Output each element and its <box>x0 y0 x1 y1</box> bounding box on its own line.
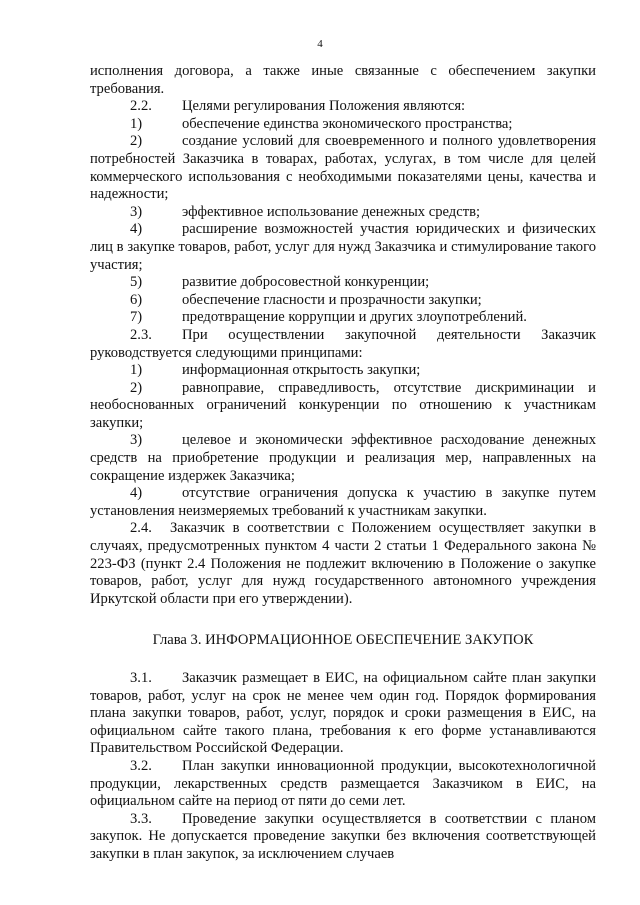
section-2-paragraphs <box>90 63 596 608</box>
paragraph-text: предотвращение коррупции и других злоупотреблений. <box>182 309 527 326</box>
paragraph-number: 1) <box>130 115 143 132</box>
numbered-paragraph <box>90 309 596 327</box>
paragraph-number: 4) <box>130 221 143 238</box>
paragraph-number: 3) <box>130 203 143 220</box>
numbered-paragraph <box>90 98 596 116</box>
paragraph-text: информационная открытость закупки; <box>182 362 421 379</box>
paragraph-number: 7) <box>130 309 143 326</box>
paragraph-text: При осуществлении закупочной деятельности Заказчик руководствуется следующими принципами: <box>90 326 596 361</box>
paragraph-number: 2) <box>130 133 143 150</box>
numbered-paragraph <box>90 292 596 310</box>
paragraph-number: 2) <box>130 379 143 396</box>
paragraph-number: 6) <box>130 291 143 308</box>
paragraph-text: Целями регулирования Положения являются: <box>182 98 466 115</box>
paragraph-number: 1) <box>130 362 143 379</box>
chapter-heading: Глава 3. ИНФОРМАЦИОННОЕ ОБЕСПЕЧЕНИЕ ЗАКУПОК <box>152 632 534 649</box>
numbered-paragraph <box>90 362 596 380</box>
numbered-paragraph <box>90 327 596 362</box>
paragraph-text: целевое и экономически эффективное расходование денежных средств на приобретение продукции и реализация мер, направленных на сокращение издержек Заказчика; <box>90 432 596 484</box>
numbered-paragraph <box>90 485 596 520</box>
paragraph-text: обеспечение единства экономического пространства; <box>182 115 513 132</box>
numbered-paragraph <box>90 670 596 758</box>
numbered-paragraph <box>90 811 596 864</box>
numbered-paragraph <box>90 116 596 134</box>
paragraph-text: обеспечение гласности и прозрачности закупки; <box>182 291 482 308</box>
paragraph-text: Заказчик размещает в ЕИС, на официальном сайте план закупки товаров, работ, услуг на срок не менее чем один год. Порядок формирования плана закупки товаров, работ, услуг, порядок и сроки размещения в ЕИС, на официальном сайте такого плана, требования к его форме устанавливаются Правительством Российской Федерации. <box>90 670 596 757</box>
paragraph-number: 3.3. <box>130 810 152 827</box>
paragraph-number: 2.4. <box>130 520 152 537</box>
numbered-paragraph <box>90 758 596 811</box>
paragraph-number: 3.1. <box>130 670 152 686</box>
paragraph-number: 2.2. <box>130 98 152 115</box>
paragraph-text: отсутствие ограничения допуска к участию в закупке путем установления неизмеряемых требований к участникам закупки. <box>90 485 596 519</box>
numbered-paragraph <box>90 380 596 433</box>
numbered-paragraph <box>90 204 596 222</box>
numbered-paragraph <box>90 274 596 292</box>
numbered-paragraph <box>90 520 596 608</box>
paragraph-number: 4) <box>130 485 143 502</box>
paragraph-number: 2.3. <box>130 326 152 343</box>
paragraph-text: Заказчик в соответствии с Положением осуществляет закупки в случаях, предусмотренных пунктом 4 части 2 статьи 1 Федерального закона № 223-ФЗ (пункт 2.4 Положения не подлежит включению в Положение о закупке товаров, работ, услуг для нужд государственного автономного учреждения Иркутской области при его утверждении). <box>90 520 596 607</box>
paragraph-number: 5) <box>130 274 143 291</box>
paragraph-text: План закупки инновационной продукции, высокотехнологичной продукции, лекарственных средств размещается Заказчиком в ЕИС, на официальном сайте на период от пяти до семи лет. <box>90 757 596 810</box>
paragraph-text: Проведение закупки осуществляется в соответствии с планом закупок. Не допускается проведение закупки без включения соответствующей закупки в план закупок, за исключением случаев <box>90 810 596 862</box>
numbered-paragraph <box>90 432 596 485</box>
numbered-paragraph <box>90 133 596 203</box>
paragraph-number: 3) <box>130 432 143 449</box>
paragraph-text: равноправие, справедливость, отсутствие дискриминации и необоснованных ограничений конкуренции по отношению к участникам закупки; <box>90 379 596 431</box>
paragraph-number: 3.2. <box>130 757 152 774</box>
paragraph-text: создание условий для своевременного и полного удовлетворения потребностей Заказчика в товарах, работах, услугах, в том числе для целей коммерческого использования с необходимыми показателями цены, качества и надежности; <box>90 133 596 203</box>
section-3-paragraphs <box>90 670 596 864</box>
paragraph-text: расширение возможностей участия юридических и физических лиц в закупке товаров, работ, услуг для нужд Заказчика и стимулирование такого участия; <box>90 221 596 273</box>
paragraph-text: развитие добросовестной конкуренции; <box>182 274 430 291</box>
paragraph-text: эффективное использование денежных средств; <box>182 203 481 220</box>
paragraph: исполнения договора, а также иные связанные с обеспечением закупки требования. <box>90 63 596 97</box>
page-number: 4 <box>317 38 323 50</box>
numbered-paragraph <box>90 221 596 274</box>
page-content <box>90 63 596 864</box>
